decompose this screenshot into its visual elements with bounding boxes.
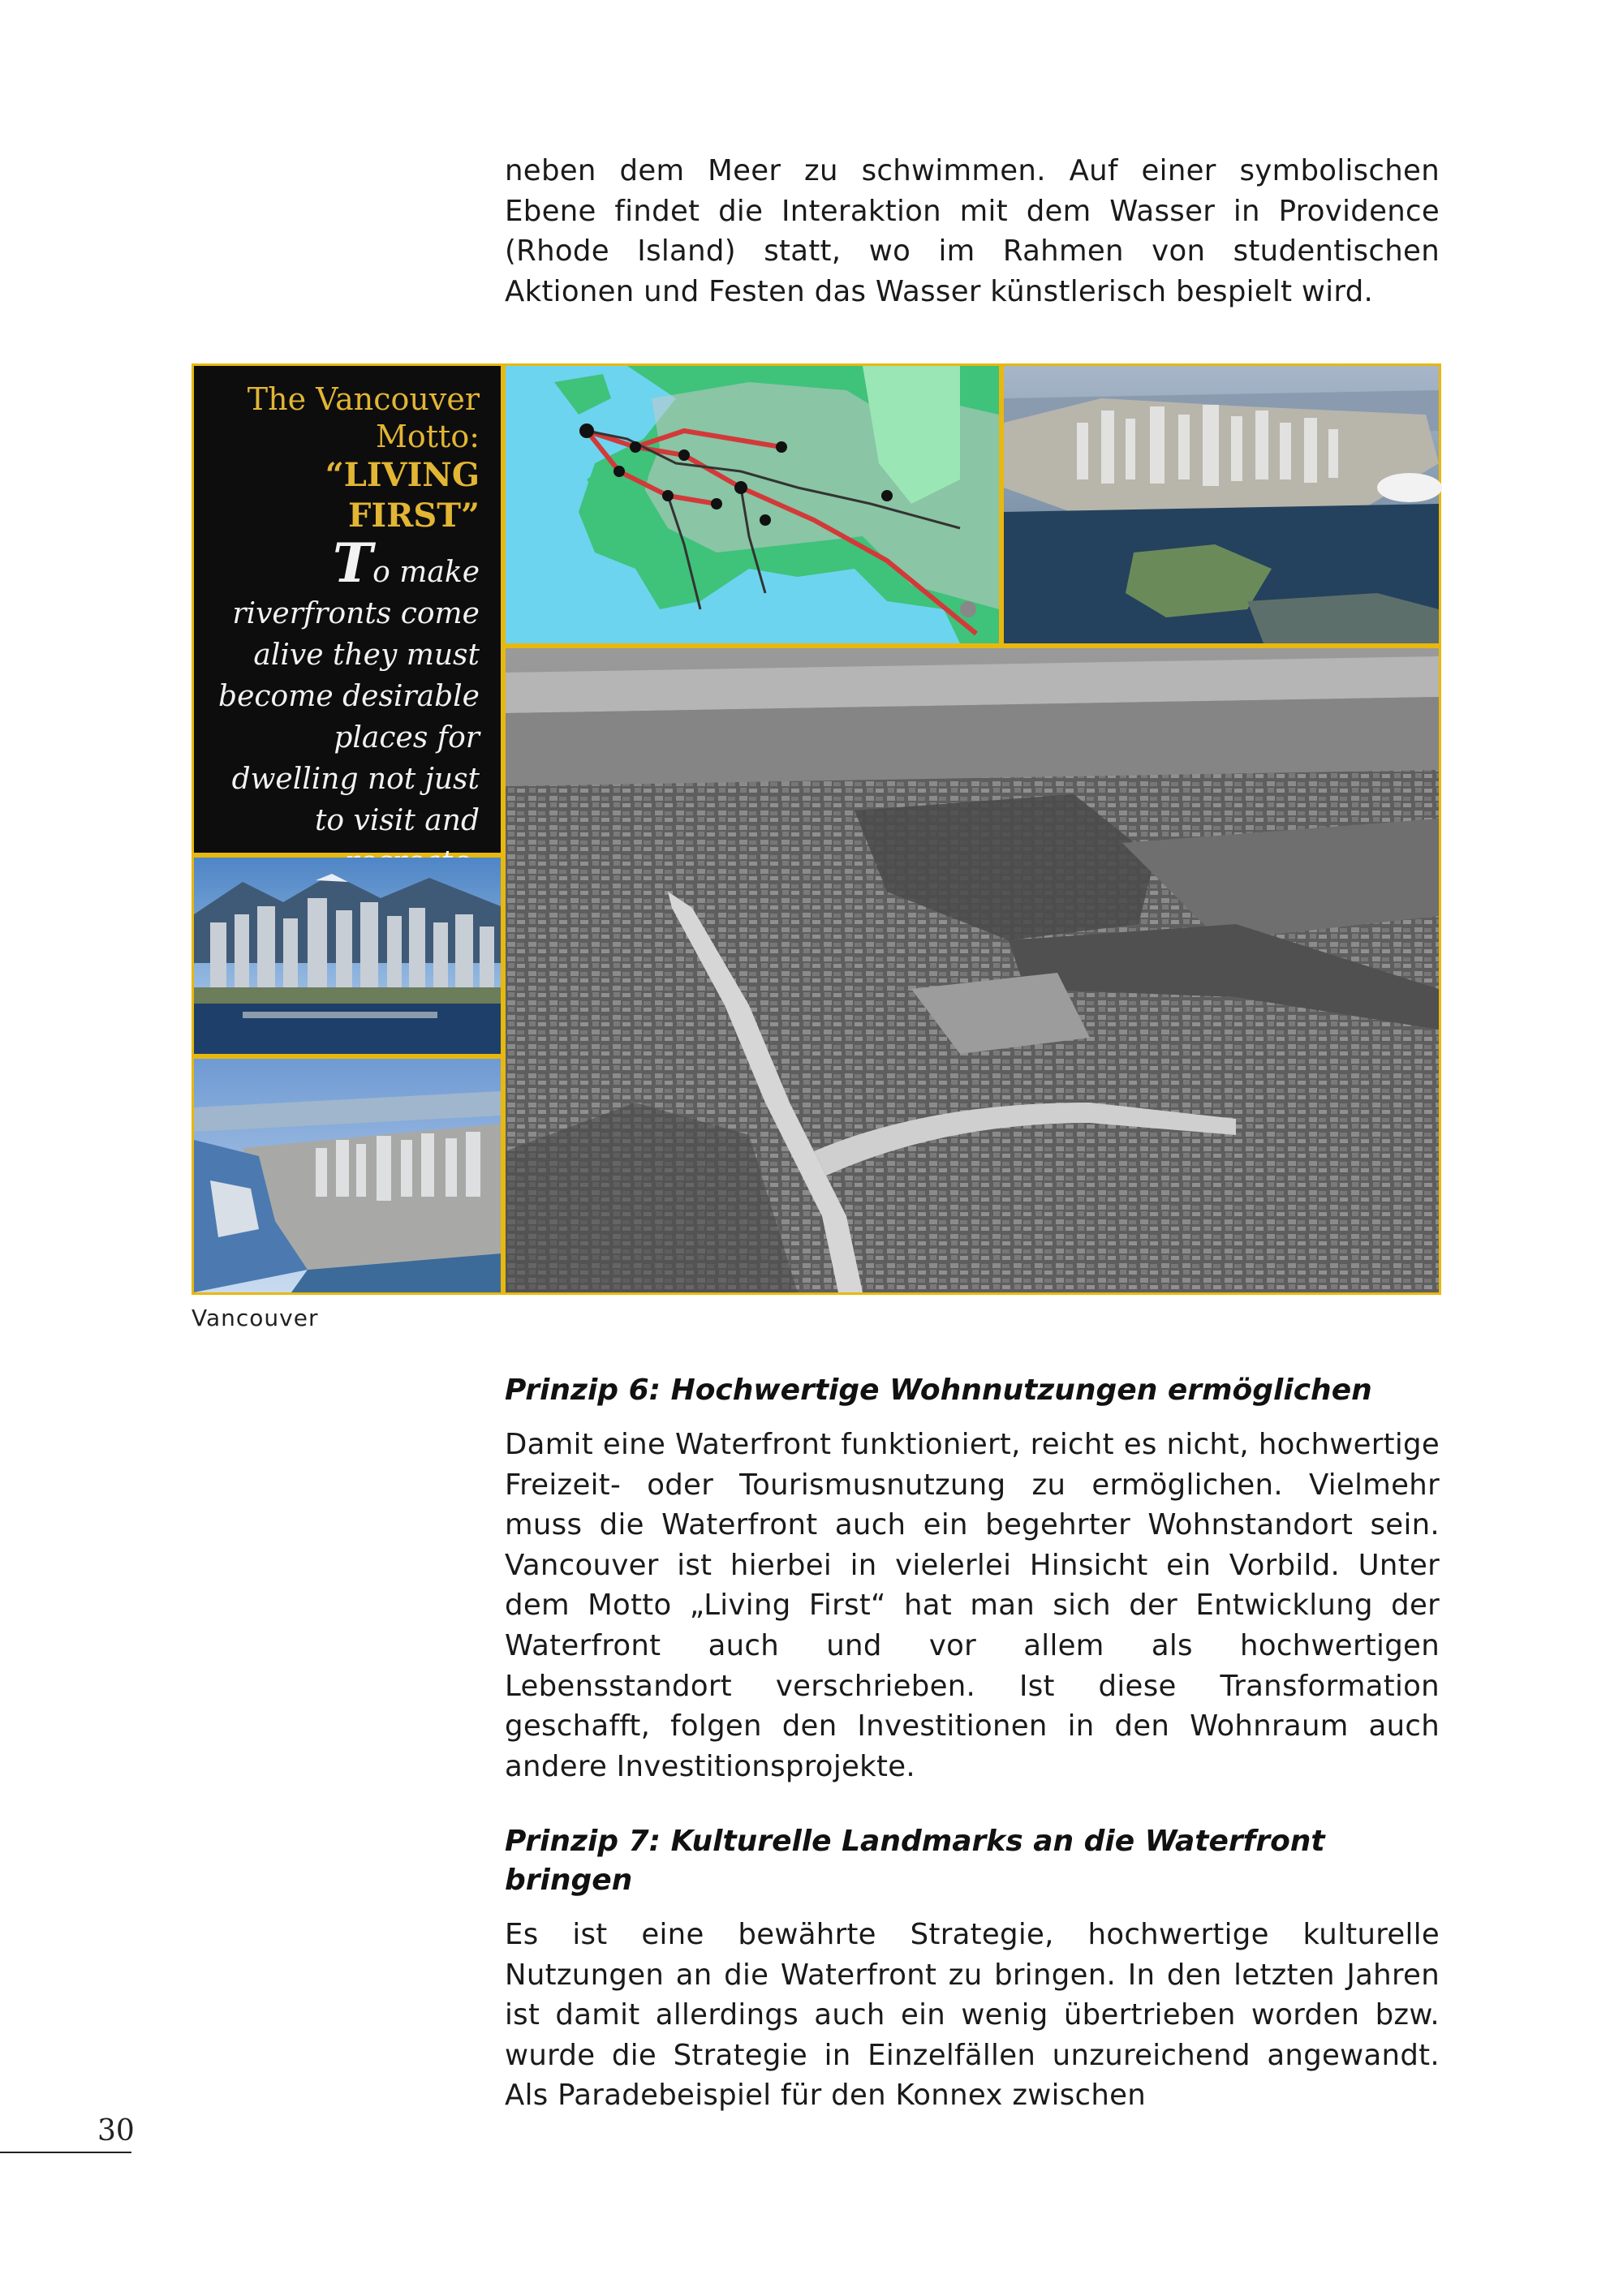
motto-text-box xyxy=(194,366,501,853)
harbour-aerial-image xyxy=(194,1059,501,1292)
motto-drop-cap: T xyxy=(333,531,373,595)
aerial-city-color-image xyxy=(1004,366,1439,643)
motto-slogan: “LIVING FIRST” xyxy=(325,456,480,535)
section7-text: Es ist eine bewährte Strategie, hochwertige kulturelle Nutzungen an die Waterfront zu bringen. In den letzten Jahren ist damit allerdings auch ein wenig übertrieben worden bzw. wurde die Strategie in Einzelfällen unzureichend angewandt. Als Paradebeispiel für den Konnex zwischen xyxy=(505,1918,1440,2113)
skyline-mountains-image xyxy=(194,858,501,1054)
intro-paragraph xyxy=(505,151,1440,312)
motto-title-line1: The Vancouver xyxy=(247,381,480,417)
section6-heading: Prinzip 6: Hochwertige Wohnnutzungen ermöglichen xyxy=(505,1374,1372,1407)
page-number: 30 xyxy=(97,2114,135,2148)
vancouver-photo-collage xyxy=(192,363,1441,1295)
section7-heading: Prinzip 7: Kulturelle Landmarks an die Waterfront bringen xyxy=(505,1825,1325,1897)
section6-paragraph xyxy=(505,1425,1440,1786)
intro-text: neben dem Meer zu schwimmen. Auf einer symbolischen Ebene findet die Interaktion mit dem Wasser in Providence (Rhode Island) statt, wo im Rahmen von studentischen Aktionen und Festen das Wasser künstlerisch bespielt wird. xyxy=(505,154,1440,308)
historic-aerial-bw-image xyxy=(506,648,1439,1292)
section7-paragraph xyxy=(505,1915,1440,2116)
section6-text: Damit eine Waterfront funktioniert, reicht es nicht, hochwertige Freizeit- oder Tourismusnutzung zu ermöglichen. Vielmehr muss die Waterfront auch ein begehrter Wohnstandort sein. Vancouver ist hierbei in vielerlei Hinsicht ein Vorbild. Unter dem Motto „Living First“ hat man sich der Entwicklung der Waterfront auch und vor allem als hochwertigen Lebensstandort verschrieben. Ist diese Transformation geschafft, folgen den Investitionen in den Wohnraum auch andere Investitionsprojekte. xyxy=(505,1428,1440,1783)
figure-caption: Vancouver xyxy=(192,1305,319,1331)
page-number-rule xyxy=(0,2152,131,2153)
transit-map-image xyxy=(506,366,999,643)
motto-title-line2: Motto: xyxy=(375,419,480,454)
motto-quote-text: o make riverfronts come alive they must become desirable places for dwelling not just to visit and xyxy=(218,556,480,837)
motto-quote xyxy=(212,531,480,883)
